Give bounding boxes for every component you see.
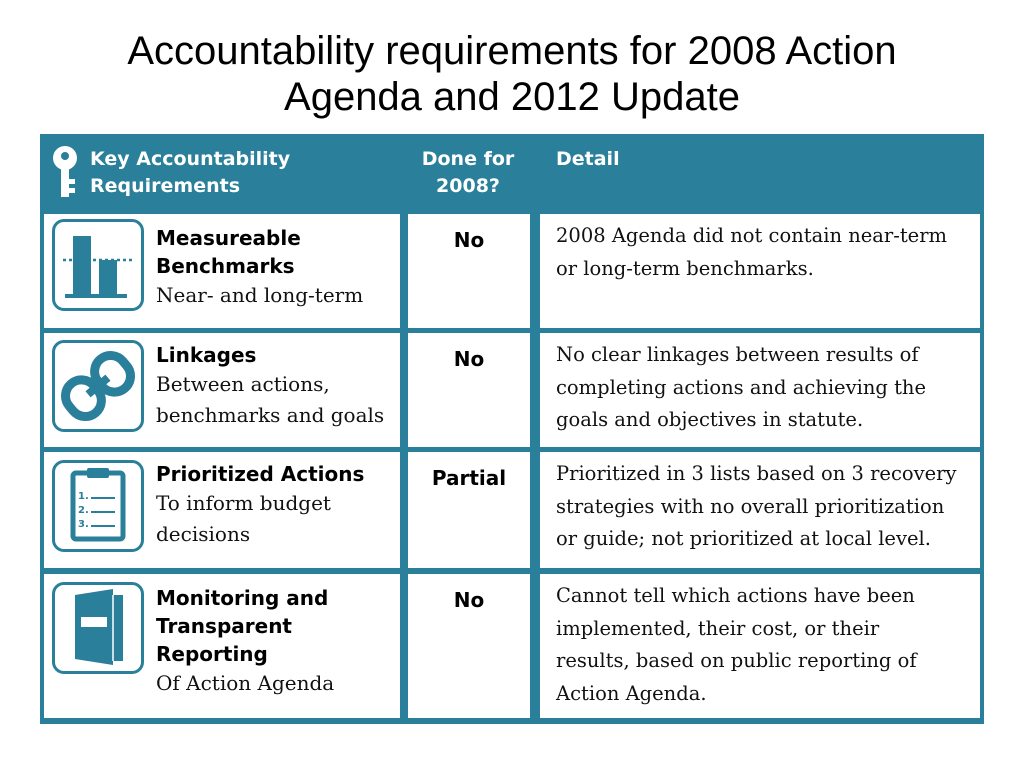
clipboard-number-3: 3.	[78, 519, 89, 530]
row-2-detail-line-1: No clear linkages between results of	[556, 343, 919, 366]
row-4-done: No	[408, 574, 530, 718]
row-1-detail	[540, 214, 980, 328]
row-1-title-line-1: Measureable	[156, 226, 301, 250]
accountability-table	[40, 134, 984, 724]
row-4-detail-line-3: results, based on public reporting of	[556, 649, 917, 672]
header-detail	[538, 134, 984, 212]
header-done	[406, 134, 530, 212]
header-done-line-2: 2008?	[436, 175, 500, 197]
chain-link-icon	[52, 340, 144, 432]
clipboard-number-1: 1.	[78, 491, 89, 502]
row-1-done: No	[408, 214, 530, 328]
row-4-detail	[540, 574, 980, 718]
row-2-done: No	[408, 333, 530, 447]
row-1-requirement	[44, 214, 400, 328]
row-2-title-line-1: Linkages	[156, 343, 257, 367]
row-3-detail-line-1: Prioritized in 3 lists based on 3 recovery	[556, 462, 957, 485]
header-detail-label: Detail	[556, 148, 620, 170]
header-done-line-1: Done for	[421, 148, 515, 170]
row-1-detail-line-2: or long-term benchmarks.	[556, 256, 814, 280]
bar-chart-icon	[52, 219, 144, 311]
row-3-done: Partial	[408, 452, 530, 568]
slide-title	[0, 28, 1024, 120]
row-2-detail	[540, 333, 980, 447]
slide-title-line-2: Agenda and 2012 Update	[284, 75, 740, 119]
row-3-subtitle-line-1: To inform budget	[156, 491, 331, 515]
row-3-title-line-1: Prioritized Actions	[156, 462, 365, 486]
header-requirements-line-2: Requirements	[90, 175, 241, 197]
slide-title-line-1: Accountability requirements for 2008 Action	[127, 29, 897, 73]
row-4-title-line-3: Reporting	[156, 642, 268, 666]
row-2-requirement	[44, 333, 400, 447]
row-3-requirement	[44, 452, 400, 568]
row-4-title-line-2: Transparent	[156, 614, 292, 638]
row-3-detail-line-3: or guide; not prioritized at local level.	[556, 527, 931, 550]
report-book-icon	[52, 582, 144, 674]
row-1-subtitle-line-1: Near- and long-term	[156, 283, 364, 307]
row-2-subtitle-line-1: Between actions,	[156, 372, 330, 396]
row-4-detail-line-4: Action Agenda.	[556, 681, 707, 705]
row-1-detail-line-1: 2008 Agenda did not contain near-term	[556, 224, 948, 247]
row-4-requirement	[44, 574, 400, 718]
row-2-subtitle-line-2: benchmarks and goals	[156, 403, 385, 427]
clipboard-icon	[52, 460, 144, 552]
header-requirements-line-1: Key Accountability	[90, 148, 291, 170]
key-icon	[50, 145, 80, 201]
row-3-subtitle-line-2: decisions	[156, 522, 251, 546]
row-3-detail-line-2: strategies with no overall prioritization	[556, 494, 945, 518]
row-3-detail	[540, 452, 980, 568]
header-requirements	[40, 134, 400, 212]
row-4-detail-line-1: Cannot tell which actions have been	[556, 584, 915, 607]
row-2-detail-line-3: goals and objectives in statute.	[556, 408, 864, 431]
row-4-title-line-1: Monitoring and	[156, 586, 329, 610]
row-2-detail-line-2: completing actions and achieving the	[556, 375, 927, 399]
row-4-detail-line-2: implemented, their cost, or their	[556, 616, 880, 640]
row-4-subtitle-line-1: Of Action Agenda	[156, 671, 335, 695]
row-1-title-line-2: Benchmarks	[156, 254, 295, 278]
clipboard-number-2: 2.	[78, 505, 89, 516]
